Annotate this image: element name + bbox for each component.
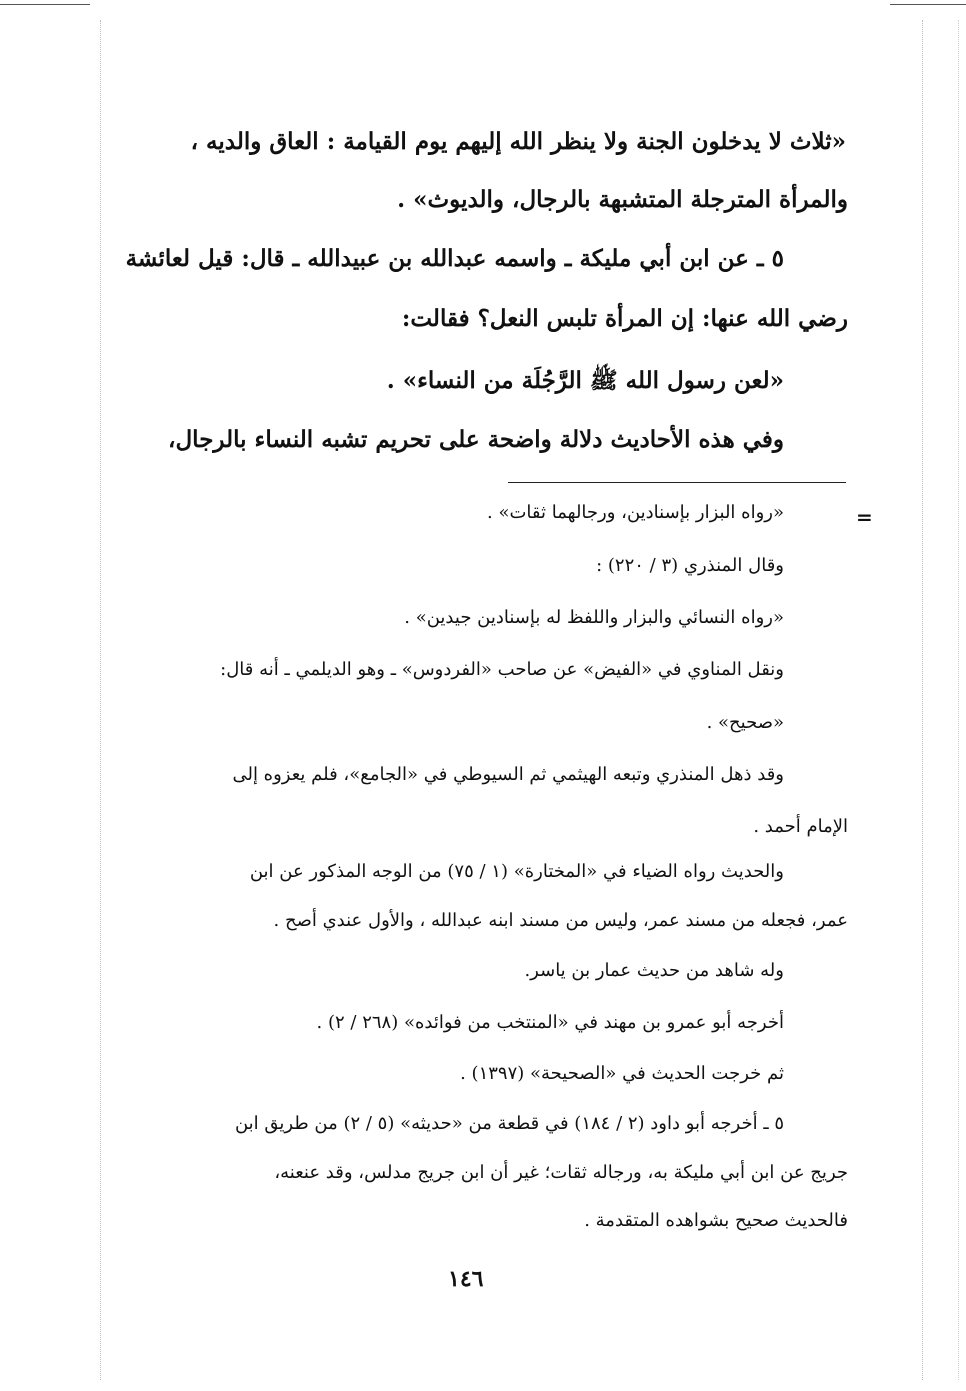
footnote-line-12: ثم خرجت الحديث في «الصحيحة» (١٣٩٧) . — [460, 1063, 784, 1084]
main-text-line-2: والمرأة المترجلة المتشبهة بالرجال، والديوث» . — [397, 186, 848, 213]
footnote-line-5: «صحيح» . — [706, 712, 784, 733]
scan-margin-right — [922, 20, 923, 1380]
main-text-line-4: رضي الله عنها: إن المرأة تلبس النعل؟ فقالت: — [401, 305, 848, 332]
scan-edge-top-right — [890, 4, 966, 5]
footnote-line-7: الإمام أحمد . — [753, 816, 848, 837]
footnote-divider — [508, 482, 846, 483]
footnote-line-8: والحديث رواه الضياء في «المختارة» (١ / ٧٥) من الوجه المذكور عن ابن — [249, 861, 784, 882]
main-text-line-6: وفي هذه الأحاديث دلالة واضحة على تحريم تشبه النساء بالرجال، — [168, 426, 784, 453]
scan-edge-right — [958, 20, 959, 1380]
footnote-line-11: أخرجه أبو عمرو بن مهند في «المنتخب من فوائده» (٢٦٨ / ٢) . — [316, 1012, 784, 1033]
main-text-line-1: «ثلاث لا يدخلون الجنة ولا ينظر الله إليهم يوم القيامة : العاق والديه ، — [190, 128, 846, 155]
footnote-line-10: وله شاهد من حديث عمار بن ياسر. — [524, 960, 784, 981]
footnote-line-6: وقد ذهل المنذري وتبعه الهيثمي ثم السيوطي في «الجامع»، فلم يعزوه إلى — [232, 764, 784, 785]
main-text-line-5: «لعن رسول الله ﷺ الرَّجُلَة من النساء» . — [386, 367, 784, 394]
page-number: ١٤٦ — [448, 1266, 484, 1292]
footnote-continuation-marker: = — [856, 505, 873, 529]
footnote-line-14: جريج عن ابن أبي مليكة به، ورجاله ثقات؛ غير أن ابن جريج مدلس، وقد عنعنه، — [274, 1162, 848, 1183]
footnote-line-9: عمر، فجعله من مسند عمر، وليس من مسند ابنه عبدالله ، والأول عندي أصح . — [273, 910, 848, 931]
main-text-line-3: ٥ ـ عن ابن أبي مليكة ـ واسمه عبدالله بن عبيدالله ـ قال: قيل لعائشة — [125, 245, 784, 272]
footnote-line-13: ٥ ـ أخرجه أبو داود (٢ / ١٨٤) في قطعة من «حديثه» (٥ / ٢) من طريق ابن — [234, 1113, 784, 1134]
footnote-line-2: وقال المنذري (٣ / ٢٢٠) : — [596, 555, 784, 576]
footnote-line-15: فالحديث صحيح بشواهده المتقدمة . — [584, 1210, 848, 1231]
scan-margin-left — [100, 20, 101, 1380]
scan-edge-top-left — [0, 4, 90, 5]
footnote-line-1: «رواه البزار بإسنادين، ورجالهما ثقات» . — [487, 502, 784, 523]
footnote-line-4: ونقل المناوي في «الفيض» عن صاحب «الفردوس» ـ وهو الديلمي ـ أنه قال: — [220, 659, 784, 680]
footnote-line-3: «رواه النسائي والبزار واللفظ له بإسنادين جيدين» . — [404, 607, 784, 628]
